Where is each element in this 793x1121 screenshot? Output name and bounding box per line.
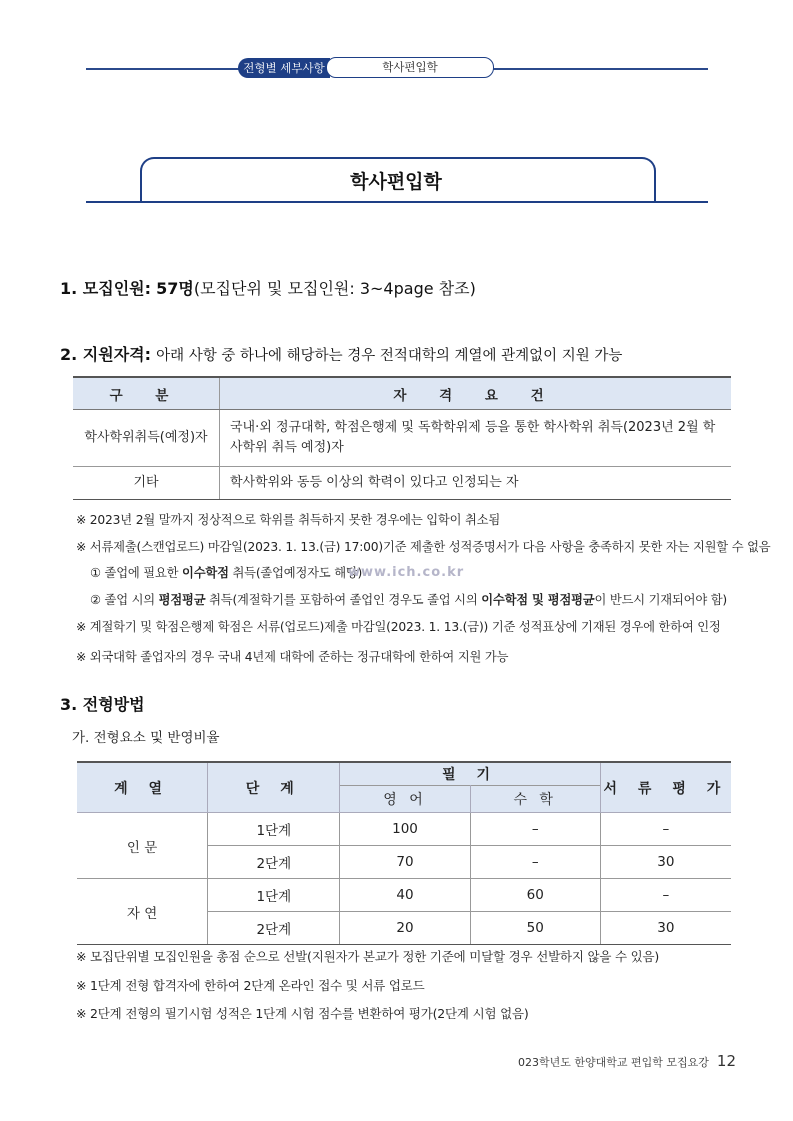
stage-cell: 1단계 — [208, 879, 340, 912]
note-selection-order: ※ 모집단위별 모집인원을 총점 순으로 선발(지원자가 본교가 정한 기준에 미달할 경우 선발하지 않을 수 있음) — [76, 949, 660, 964]
note-text: 취득(졸업예정자도 해당) — [228, 566, 363, 580]
section-3-subtitle: 가. 전형요소 및 반영비율 — [72, 730, 220, 746]
header-rule-left — [86, 68, 240, 70]
section-2-detail: 아래 사항 중 하나에 해당하는 경우 전적대학의 계열에 관계없이 지원 가능 — [156, 348, 623, 364]
eligibility-table — [73, 376, 731, 500]
english-cell: 20 — [340, 912, 470, 945]
title-baseline — [86, 201, 708, 203]
section-2-label: 2. 지원자격: — [60, 345, 152, 364]
note-foreign-university: ※ 외국대학 졸업자의 경우 국내 4년제 대학에 준하는 정규대학에 한하여 지원 가능 — [76, 650, 509, 664]
stage-cell: 2단계 — [208, 846, 340, 879]
header-stage: 단 계 — [208, 762, 340, 813]
section-1-label: 1. 모집인원: — [60, 279, 152, 298]
english-cell: 100 — [340, 813, 470, 846]
page-number: 12 — [716, 1052, 736, 1070]
selection-ratio-table — [77, 761, 731, 945]
field-natural-sciences: 자 연 — [77, 879, 208, 945]
table-row — [73, 467, 731, 500]
math-cell: 50 — [470, 912, 600, 945]
header-math: 수 학 — [470, 786, 600, 813]
docs-cell: 30 — [600, 846, 731, 879]
header-rule-right — [492, 68, 708, 70]
note-score-conversion: ※ 2단계 전형의 필기시험 성적은 1단계 시험 점수를 변환하여 평가(2단계 시험 없음) — [76, 1006, 529, 1021]
english-cell: 40 — [340, 879, 470, 912]
eligibility-requirement: 학사학위와 동등 이상의 학력이 있다고 인정되는 자 — [220, 467, 732, 500]
table-row — [77, 879, 731, 912]
note-document-submission: ※ 서류제출(스캔업로드) 마감일(2023. 1. 13.(금) 17:00)기준 제출한 성적증명서가 다음 사항을 충족하지 못한 자는 지원할 수 없음 — [76, 540, 771, 554]
page-title: 학사편입학 — [350, 171, 442, 193]
page-footer — [518, 1052, 736, 1070]
section-1 — [60, 276, 476, 299]
eligibility-header-category: 구 분 — [73, 377, 220, 410]
eligibility-requirement: 국내·외 정규대학, 학점은행제 및 독학학위제 등을 통한 학사학위 취득(2023년 2월 학사학위 취득 예정)자 — [220, 410, 732, 467]
header-english: 영 어 — [340, 786, 470, 813]
eligibility-category: 학사학위취득(예정)자 — [73, 410, 220, 467]
note-bold: 평점평균 — [158, 593, 206, 607]
watermark: www.ich.co.kr — [348, 565, 465, 580]
note-stage2-upload: ※ 1단계 전형 합격자에 한하여 2단계 온라인 접수 및 서류 업로드 — [76, 978, 425, 993]
note-text: 취득(계절학기를 포함하여 졸업인 경우도 졸업 시의 — [205, 593, 482, 607]
stage-cell: 1단계 — [208, 813, 340, 846]
math-cell: 60 — [470, 879, 600, 912]
section-1-value: 57명 — [156, 279, 194, 298]
stage-cell: 2단계 — [208, 912, 340, 945]
section-3 — [60, 692, 145, 715]
note-item-gpa — [90, 590, 727, 608]
header-topic-tab: 학사편입학 — [326, 57, 494, 78]
table-row — [77, 813, 731, 846]
math-cell: – — [470, 813, 600, 846]
docs-cell: – — [600, 879, 731, 912]
header-written-test: 필 기 — [340, 762, 600, 786]
section-1-detail: (모집단위 및 모집인원: 3~4page 참조) — [193, 279, 476, 298]
header-document-review: 서 류 평 가 — [600, 762, 731, 813]
note-item-credits — [90, 563, 362, 581]
footer-text: 023학년도 한양대학교 편입학 모집요강 — [518, 1056, 709, 1069]
note-text: 이 반드시 기재되어야 함) — [594, 593, 728, 607]
note-bold: 이수학점 — [182, 566, 229, 580]
note-bold: 이수학점 및 평점평균 — [481, 593, 595, 607]
section-3-label: 3. 전형방법 — [60, 695, 145, 714]
english-cell: 70 — [340, 846, 470, 879]
math-cell: – — [470, 846, 600, 879]
field-humanities: 인 문 — [77, 813, 208, 879]
note-graduation-deadline: ※ 2023년 2월 말까지 정상적으로 학위를 취득하지 못한 경우에는 입학이 취소됨 — [76, 513, 500, 527]
note-text: ② 졸업 시의 — [90, 593, 159, 607]
docs-cell: – — [600, 813, 731, 846]
table-row — [73, 410, 731, 467]
header-field: 계 열 — [77, 762, 208, 813]
header-section-tab: 전형별 세부사항 — [238, 58, 330, 78]
eligibility-category: 기타 — [73, 467, 220, 500]
eligibility-header-requirement: 자 격 요 건 — [220, 377, 732, 410]
docs-cell: 30 — [600, 912, 731, 945]
note-text: ① 졸업에 필요한 — [90, 566, 183, 580]
note-seasonal-credits: ※ 계절학기 및 학점은행제 학점은 서류(업로드)제출 마감일(2023. 1. 13.(금)) 기준 성적표상에 기재된 경우에 한하여 인정 — [76, 620, 721, 634]
section-2 — [60, 342, 622, 365]
